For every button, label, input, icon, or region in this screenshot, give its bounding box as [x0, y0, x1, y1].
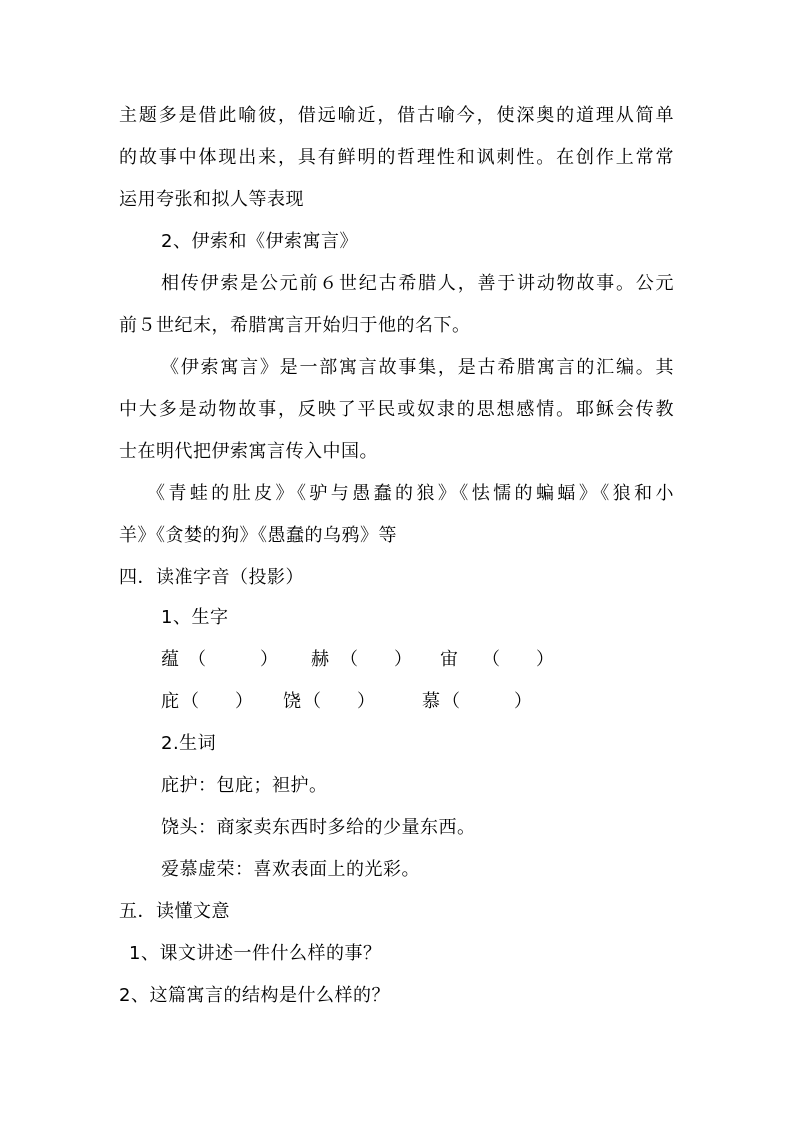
word-definition: 庇护：包庇；袒护。	[161, 775, 328, 796]
question-2: 2、这篇寓言的结构是什么样的？	[119, 985, 390, 1006]
intro-line-3: 运用夸张和拟人等表现	[119, 189, 304, 210]
fable-titles-line-2: 羊》《贪婪的狗》《愚蠢的乌鸦》等	[119, 525, 397, 546]
words-heading: 2.生词	[161, 733, 217, 754]
char-item: 慕	[422, 691, 440, 712]
section2-heading: 2、伊索和《伊索寓言》	[161, 231, 358, 252]
word-definition: 饶头：商家卖东西时多给的少量东西。	[161, 817, 476, 838]
char-item: 赫	[311, 649, 329, 670]
intro-line-2: 的故事中体现出来，具有鲜明的哲理性和讽刺性。在创作上常常	[119, 147, 674, 168]
aesop-line-2: 前５世纪末，希腊寓言开始归于他的名下。	[119, 315, 471, 336]
intro-line-1: 主题多是借此喻彼，借远喻近，借古喻今，使深奥的道理从简单	[119, 105, 674, 126]
fables-line-1: 《伊索寓言》是一部寓言故事集，是古希腊寓言的汇编。其	[161, 357, 674, 378]
chars-heading: 1、生字	[161, 607, 229, 628]
question-1: 1、课文讲述一件什么样的事？	[129, 943, 382, 964]
pinyin-blank: （ ）	[181, 691, 253, 712]
fable-titles-line-1: 《青蛙的肚皮》《驴与愚蠢的狼》《怯懦的蝙蝠》《狼和小	[147, 483, 674, 504]
reading-heading: 四．读准字音（投影）	[119, 567, 304, 588]
pinyin-blank: （ ）	[303, 691, 375, 712]
pinyin-blank: （ ）	[482, 649, 554, 670]
char-item: 蕴	[161, 649, 179, 670]
understanding-heading: 五．读懂文意	[119, 901, 230, 922]
char-item: 庇	[161, 691, 179, 712]
pinyin-blank: （ ）	[340, 649, 412, 670]
pinyin-blank: （ ）	[188, 649, 278, 670]
char-item: 饶	[283, 691, 301, 712]
aesop-line-1: 相传伊索是公元前６世纪古希腊人，善于讲动物故事。公元	[161, 273, 674, 294]
fables-line-3: 士在明代把伊索寓言传入中国。	[119, 441, 378, 462]
pinyin-blank: （ ）	[442, 691, 532, 712]
word-definition: 爱慕虚荣：喜欢表面上的光彩。	[161, 859, 420, 880]
char-item: 宙	[440, 649, 458, 670]
fables-line-2: 中大多是动物故事，反映了平民或奴隶的思想感情。耶稣会传教	[119, 399, 674, 420]
